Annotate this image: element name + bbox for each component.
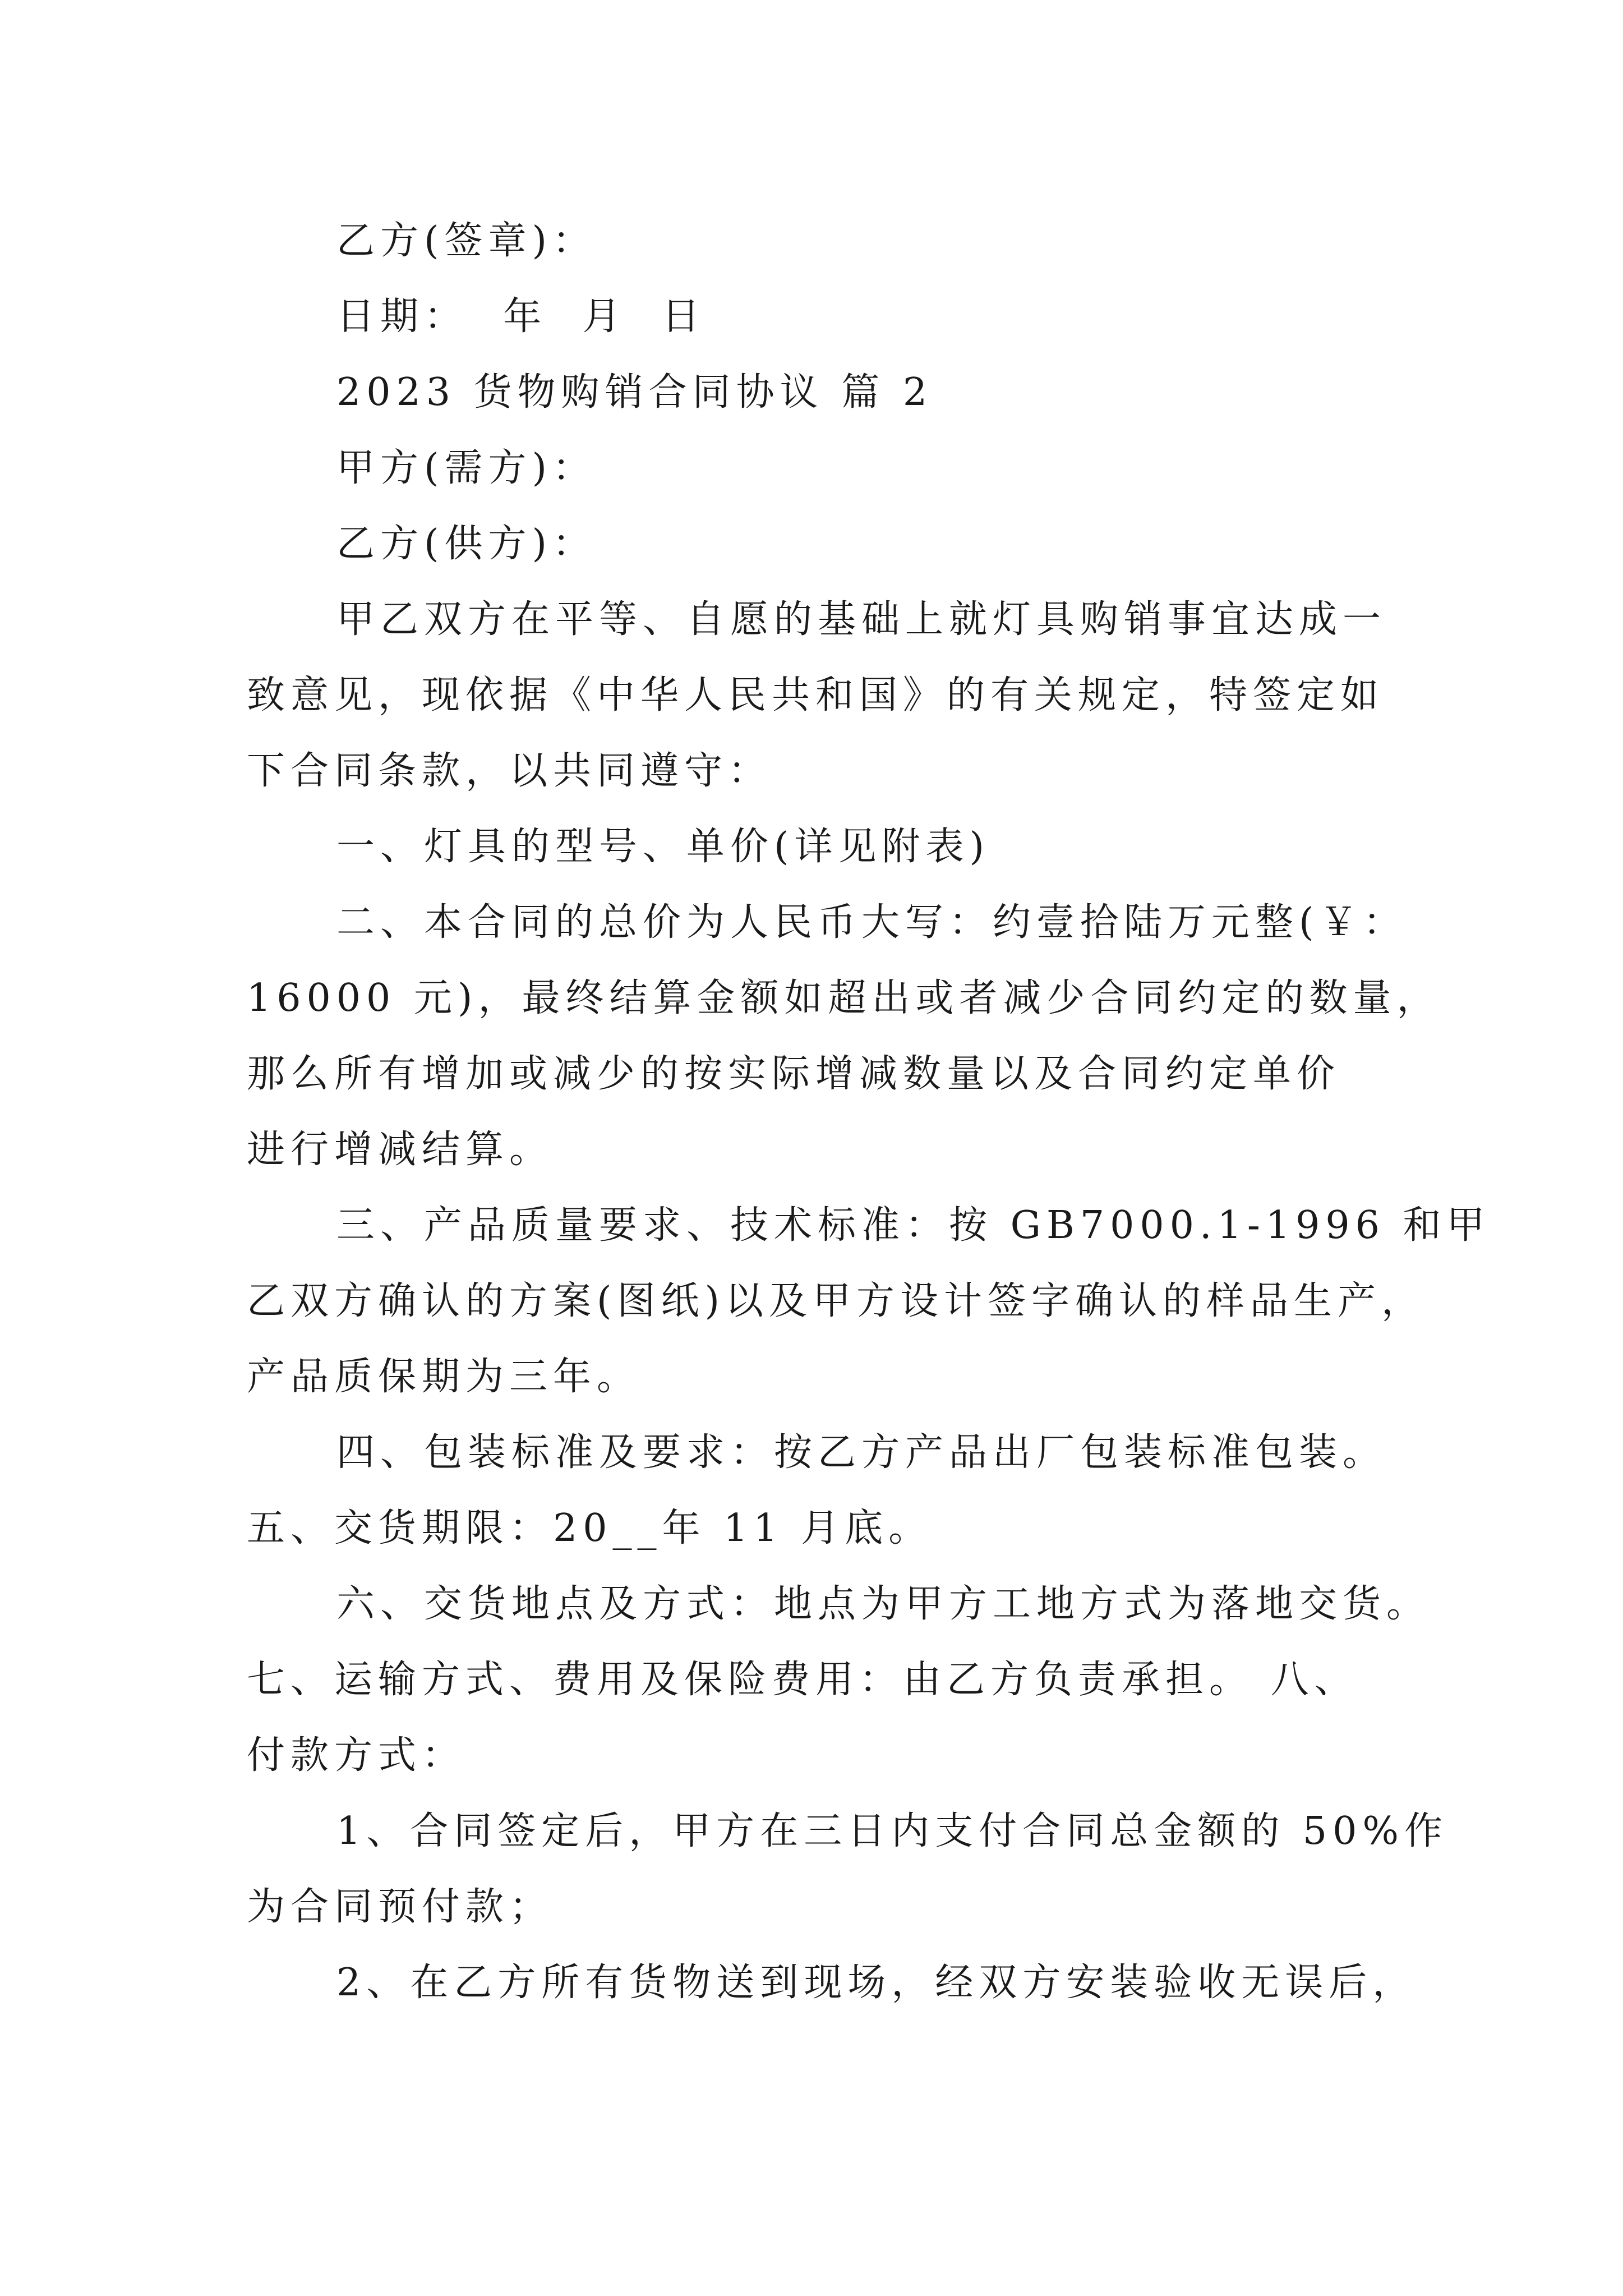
clause-3-line-1: 三、产品质量要求、技术标准：按 GB7000.1-1996 和甲 [336,1203,1491,1248]
clause-2-line-2: 16000 元)，最终结算金额如超出或者减少合同约定的数量， [247,976,1441,1020]
payment-item-1-line-1: 1、合同签定后，甲方在三日内支付合同总金额的 50%作 [336,1809,1449,1853]
payment-item-1-line-2: 为合同预付款； [247,1885,554,1929]
intro-paragraph-line-1: 甲乙双方在平等、自愿的基础上就灯具购销事宜达成一 [336,597,1387,642]
payment-item-2-line-1: 2、在乙方所有货物送到现场，经双方安装验收无误后， [336,1961,1417,2005]
party-a-line: 甲方(需方)： [336,446,597,490]
clause-5: 五、交货期限：20__年 11 月底。 [247,1506,933,1550]
clause-2-line-1: 二、本合同的总价为人民币大写：约壹拾陆万元整(￥： [336,900,1407,945]
clause-3-line-2: 乙双方确认的方案(图纸)以及甲方设计签字确认的样品生产， [247,1279,1426,1323]
clause-1: 一、灯具的型号、单价(详见附表) [336,825,990,869]
clause-3-line-3: 产品质保期为三年。 [247,1355,641,1399]
clause-4: 四、包装标准及要求：按乙方产品出厂包装标准包装。 [336,1430,1387,1475]
party-b-line: 乙方(供方)： [336,522,597,566]
signature-line-party-b: 乙方(签章)： [336,219,597,263]
clause-8-heading: 付款方式： [247,1733,466,1778]
intro-paragraph-line-3: 下合同条款，以共同遵守： [247,749,772,793]
clause-2-line-4: 进行增减结算。 [247,1128,554,1172]
clause-6: 六、交货地点及方式：地点为甲方工地方式为落地交货。 [336,1582,1431,1626]
clause-7: 七、运输方式、费用及保险费用：由乙方负责承担。 八、 [247,1658,1358,1702]
intro-paragraph-line-2: 致意见，现依据《中华人民共和国》的有关规定，特签定如 [247,673,1385,717]
contract-title: 2023 货物购销合同协议 篇 2 [336,370,933,415]
clause-2-line-3: 那么所有增加或减少的按实际增减数量以及合同约定单价 [247,1052,1341,1096]
date-line: 日期： 年 月 日 [336,295,706,339]
